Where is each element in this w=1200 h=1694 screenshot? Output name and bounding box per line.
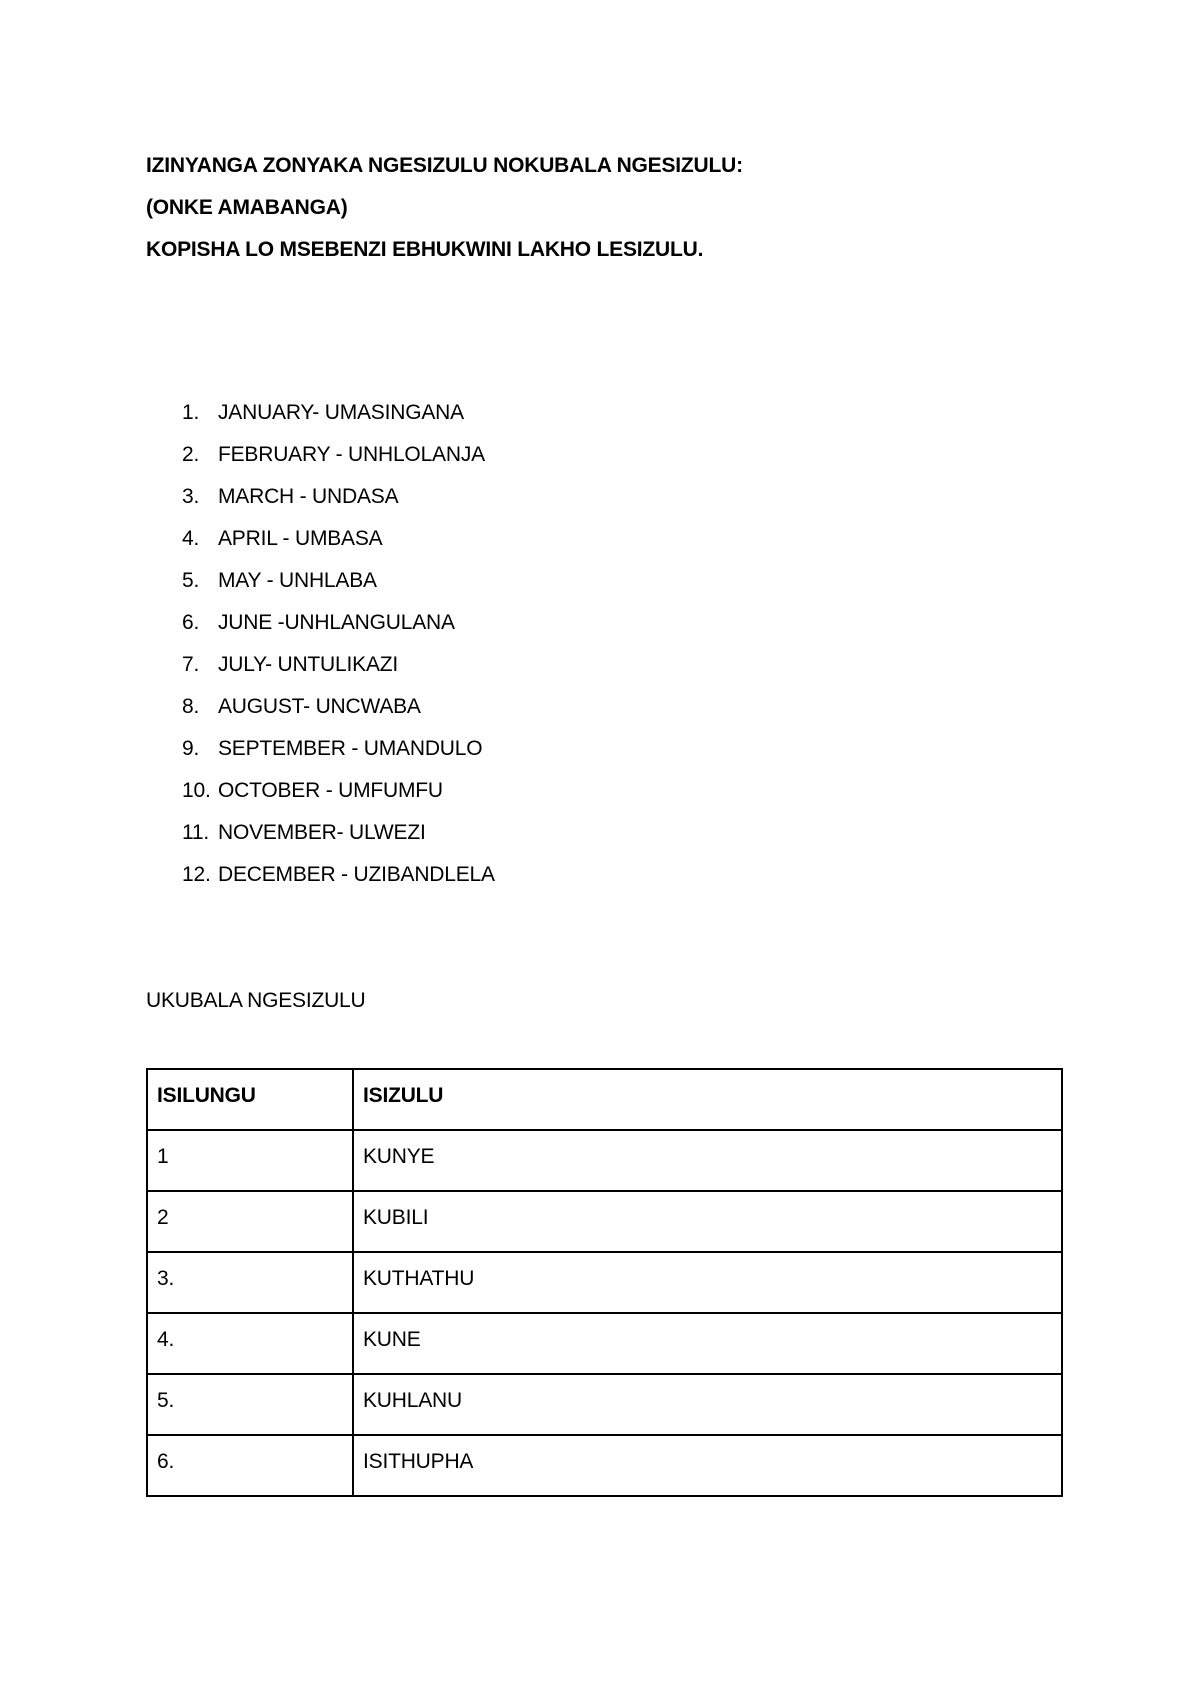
list-item xyxy=(182,728,495,770)
list-item xyxy=(182,560,495,602)
table-cell xyxy=(353,1130,1062,1191)
column-header-zulu xyxy=(353,1069,1062,1130)
list-item-number: 1. xyxy=(182,401,200,424)
list-item xyxy=(182,518,495,560)
list-item-text: JANUARY- UMASINGANA xyxy=(218,401,464,424)
cell-text: 5. xyxy=(157,1389,175,1412)
column-header-english xyxy=(147,1069,353,1130)
table-row xyxy=(147,1374,1062,1435)
cell-text: 2 xyxy=(157,1206,169,1229)
list-item-number: 5. xyxy=(182,569,200,592)
table-row xyxy=(147,1191,1062,1252)
table-row xyxy=(147,1252,1062,1313)
heading-block xyxy=(146,145,1096,271)
list-item xyxy=(182,392,495,434)
cell-text: 1 xyxy=(157,1145,169,1168)
table-cell xyxy=(147,1435,353,1496)
table-cell xyxy=(353,1374,1062,1435)
list-item-text: MAY - UNHLABA xyxy=(218,569,377,592)
list-item xyxy=(182,602,495,644)
list-item-text: OCTOBER - UMFUMFU xyxy=(218,779,443,802)
list-item-text: AUGUST- UNCWABA xyxy=(218,695,421,718)
table-header-row xyxy=(147,1069,1062,1130)
list-item-number: 9. xyxy=(182,737,200,760)
list-item-number: 3. xyxy=(182,485,200,508)
cell-text: 6. xyxy=(157,1450,175,1473)
list-item xyxy=(182,644,495,686)
heading-grades: (ONKE AMABANGA) xyxy=(146,196,348,219)
table-cell xyxy=(147,1313,353,1374)
list-item-number: 7. xyxy=(182,653,200,676)
list-item-text: SEPTEMBER - UMANDULO xyxy=(218,737,483,760)
list-item-number: 10. xyxy=(182,779,211,802)
heading-instruction: KOPISHA LO MSEBENZI EBHUKWINI LAKHO LESIZULU. xyxy=(146,238,704,261)
table-cell xyxy=(147,1130,353,1191)
counting-table xyxy=(146,1068,1063,1497)
cell-text: ISITHUPHA xyxy=(363,1450,474,1473)
table-cell xyxy=(147,1252,353,1313)
list-item xyxy=(182,812,495,854)
table-row xyxy=(147,1130,1062,1191)
table-cell xyxy=(353,1435,1062,1496)
list-item-number: 4. xyxy=(182,527,200,550)
list-item-text: MARCH - UNDASA xyxy=(218,485,399,508)
counting-section-title: UKUBALA NGESIZULU xyxy=(146,989,366,1012)
list-item-text: JUNE -UNHLANGULANA xyxy=(218,611,455,634)
cell-text: 3. xyxy=(157,1267,175,1290)
table-cell xyxy=(353,1191,1062,1252)
list-item xyxy=(182,686,495,728)
list-item-text: JULY- UNTULIKAZI xyxy=(218,653,399,676)
cell-text: 4. xyxy=(157,1328,175,1351)
cell-text: KUNE xyxy=(363,1328,421,1351)
header-text: ISILUNGU xyxy=(157,1084,256,1107)
cell-text: KUNYE xyxy=(363,1145,435,1168)
table-row xyxy=(147,1313,1062,1374)
table-cell xyxy=(353,1252,1062,1313)
list-item-text: FEBRUARY - UNHLOLANJA xyxy=(218,443,485,466)
list-item xyxy=(182,476,495,518)
list-item-number: 11. xyxy=(182,821,210,844)
list-item xyxy=(182,770,495,812)
cell-text: KUTHATHU xyxy=(363,1267,475,1290)
list-item-number: 2. xyxy=(182,443,200,466)
list-item xyxy=(182,434,495,476)
months-list xyxy=(182,392,495,896)
list-item xyxy=(182,854,495,896)
table-cell xyxy=(147,1374,353,1435)
list-item-text: DECEMBER - UZIBANDLELA xyxy=(218,863,495,886)
table-cell xyxy=(147,1191,353,1252)
list-item-number: 8. xyxy=(182,695,200,718)
header-text: ISIZULU xyxy=(363,1084,444,1107)
list-item-number: 6. xyxy=(182,611,200,634)
list-item-text: NOVEMBER- ULWEZI xyxy=(218,821,426,844)
cell-text: KUBILI xyxy=(363,1206,429,1229)
cell-text: KUHLANU xyxy=(363,1389,462,1412)
list-item-number: 12. xyxy=(182,863,211,886)
table-cell xyxy=(353,1313,1062,1374)
heading-title: IZINYANGA ZONYAKA NGESIZULU NOKUBALA NGESIZULU: xyxy=(146,154,743,177)
list-item-text: APRIL - UMBASA xyxy=(218,527,383,550)
table-row xyxy=(147,1435,1062,1496)
